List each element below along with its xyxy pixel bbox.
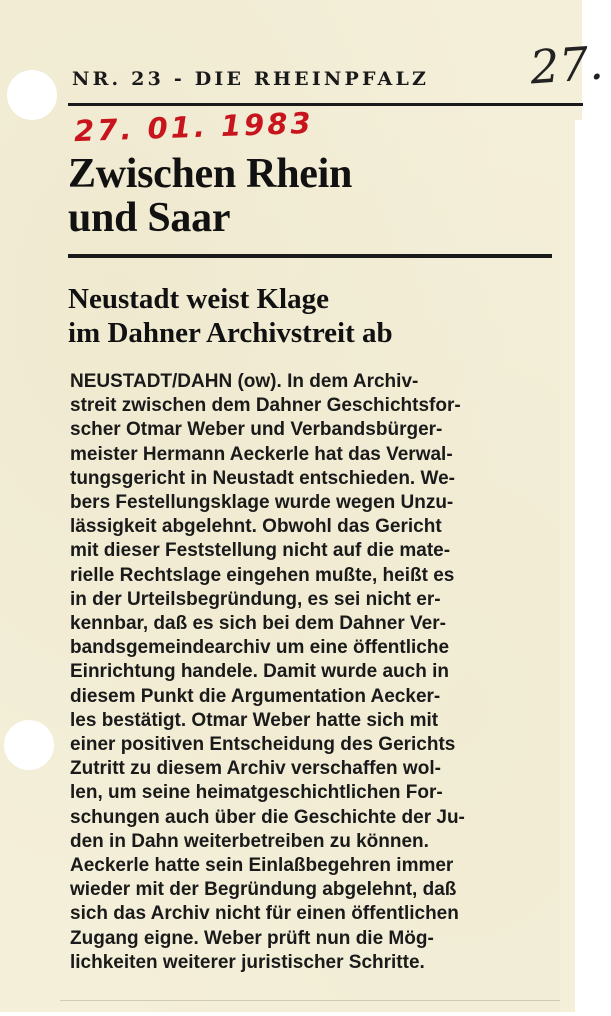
body-line: kennbar, daß es sich bei dem Dahner Ver- xyxy=(70,613,446,635)
body-line: rielle Rechtslage eingehen mußte, heißt es xyxy=(70,564,455,586)
body-line: streit zwischen dem Dahner Geschichtsfor- xyxy=(70,395,461,417)
body-line: len, um seine heimatgeschichtlichen For- xyxy=(70,782,443,804)
handwritten-page-number: 27. xyxy=(528,35,605,95)
headline-line: im Dahner Archivstreit ab xyxy=(68,317,393,349)
body-line: sich das Archiv nicht für einen öffentlichen xyxy=(70,903,459,925)
body-line: diesem Punkt die Argumentation Aecker- xyxy=(70,685,441,707)
body-line: lichkeiten weiterer juristischer Schritte. xyxy=(70,951,425,973)
section-title-line: Zwischen Rhein xyxy=(68,151,353,197)
body-line: lässigkeit abgelehnt. Obwohl das Gericht xyxy=(70,516,442,538)
headline-line: Neustadt weist Klage xyxy=(68,283,329,315)
body-line: in der Urteilsbegründung, es sei nicht er- xyxy=(70,588,441,610)
section-title-line: und Saar xyxy=(68,195,231,241)
section-title xyxy=(68,152,352,240)
bottom-edge-rule xyxy=(60,1000,560,1001)
body-line: Einrichtung handele. Damit wurde auch in xyxy=(70,661,449,683)
masthead: NR. 23 - DIE RHEINPFALZ xyxy=(72,68,430,90)
body-line: den in Dahn weiterbetreiben zu können. xyxy=(70,830,429,852)
body-line: tungsgericht in Neustadt entschieden. We- xyxy=(70,467,455,489)
body-line: bers Festellungsklage wurde wegen Unzu- xyxy=(70,492,454,514)
article-body xyxy=(70,370,554,975)
body-line: bandsgemeindearchiv um eine öffentliche xyxy=(70,637,450,659)
section-rule xyxy=(68,254,552,258)
body-line: Aeckerle hatte sein Einlaßbegehren immer xyxy=(70,855,454,877)
body-line: schungen auch über die Geschichte der Ju- xyxy=(70,806,465,828)
article-headline xyxy=(68,282,393,350)
masthead-rule xyxy=(68,103,583,106)
body-line: meister Hermann Aeckerle hat das Verwal- xyxy=(70,443,453,465)
date-stamp: 27. 01. 1983 xyxy=(73,105,315,149)
punch-hole-top xyxy=(7,70,57,120)
body-line: wieder mit der Begründung abgelehnt, daß xyxy=(70,879,457,901)
body-line: scher Otmar Weber und Verbandsbürger- xyxy=(70,419,443,441)
background-margin xyxy=(575,120,611,1012)
body-line: Zutritt zu diesem Archiv verschaffen wol- xyxy=(70,758,441,780)
body-line: mit dieser Feststellung nicht auf die mate- xyxy=(70,540,451,562)
body-line: NEUSTADT/DAHN (ow). In dem Archiv- xyxy=(70,371,419,392)
punch-hole-bottom xyxy=(4,720,54,770)
body-line: Zugang eigne. Weber prüft nun die Mög- xyxy=(70,927,434,949)
body-line: einer positiven Entscheidung des Gerichts xyxy=(70,734,456,756)
body-line: les bestätigt. Otmar Weber hatte sich mit xyxy=(70,709,439,731)
